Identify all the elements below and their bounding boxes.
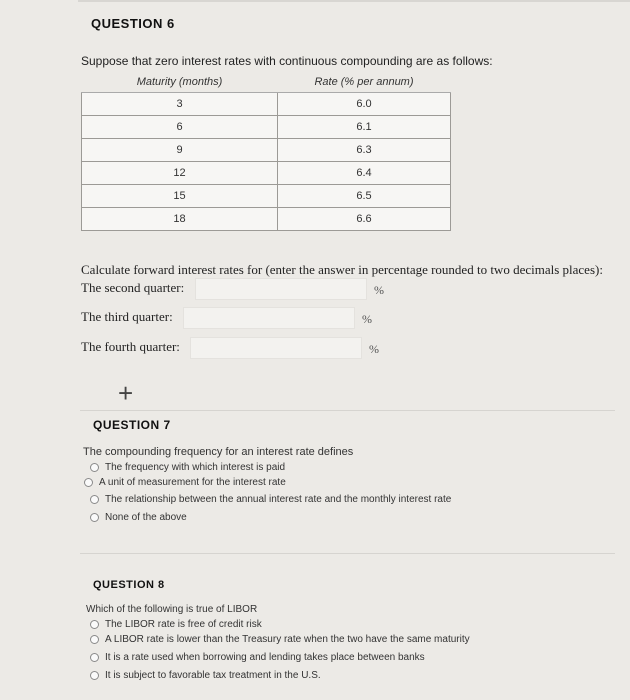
option-label: It is subject to favorable tax treatment in the U.S. [105,670,321,681]
third-quarter-percent: % [362,312,372,326]
radio-button-icon[interactable] [90,513,99,522]
rate-cell: 6.6 [278,208,451,231]
third-quarter-input[interactable] [183,307,355,329]
question-7-option-4[interactable] [90,512,187,523]
second-quarter-label: The second quarter: [81,280,185,295]
third-quarter-label: The third quarter: [81,309,173,324]
question-7-option-2[interactable] [84,477,286,488]
rate-cell: 6.5 [278,185,451,208]
table-row [82,93,451,116]
plus-icon[interactable]: + [118,378,134,408]
rate-cell: 6.3 [278,139,451,162]
question-8-option-1[interactable] [90,619,262,630]
maturity-cell: 12 [82,162,278,185]
question-8-option-2[interactable] [90,634,470,645]
table-row [82,208,451,231]
rates-table [81,72,451,231]
radio-button-icon[interactable] [90,653,99,662]
fourth-quarter-input[interactable] [190,337,362,359]
option-label: None of the above [105,512,187,523]
question-8-divider [80,553,615,554]
fourth-quarter-percent: % [369,342,379,356]
question-8-text: Which of the following is true of LIBOR [86,604,258,615]
maturity-header: Maturity (months) [82,72,278,93]
table-row [82,162,451,185]
option-label: A unit of measurement for the interest rate [99,477,286,488]
top-divider [78,0,630,2]
table-row [82,139,451,162]
question-7-option-1[interactable] [90,462,285,473]
option-label: It is a rate used when borrowing and lending takes place between banks [105,652,425,663]
question-7-option-3[interactable] [90,494,451,505]
second-quarter-percent: % [374,283,384,297]
radio-button-icon[interactable] [90,620,99,629]
option-label: A LIBOR rate is lower than the Treasury rate when the two have the same maturity [105,634,470,645]
question-6-instruction: Calculate forward interest rates for (enter the answer in percentage rounded to two decimals places): [81,262,603,277]
radio-button-icon[interactable] [90,495,99,504]
radio-button-icon[interactable] [90,671,99,680]
question-6-intro: Suppose that zero interest rates with continuous compounding are as follows: [81,54,493,68]
table-row [82,116,451,139]
rate-cell: 6.0 [278,93,451,116]
rate-cell: 6.4 [278,162,451,185]
maturity-cell: 18 [82,208,278,231]
option-label: The frequency with which interest is paid [105,462,286,473]
question-7-title: QUESTION 7 [93,418,171,432]
rate-cell: 6.1 [278,116,451,139]
second-quarter-input[interactable] [195,278,367,300]
fourth-quarter-label: The fourth quarter: [81,339,180,354]
radio-button-icon[interactable] [84,478,93,487]
question-8-title: QUESTION 8 [93,579,165,591]
radio-button-icon[interactable] [90,463,99,472]
option-label: The relationship between the annual interest rate and the monthly interest rate [105,494,452,505]
maturity-cell: 6 [82,116,278,139]
question-7-divider [80,410,615,411]
question-8-option-4[interactable] [90,670,321,681]
table-row [82,185,451,208]
question-7-text: The compounding frequency for an interest rate defines [83,446,354,458]
radio-button-icon[interactable] [90,635,99,644]
maturity-cell: 9 [82,139,278,162]
question-6-title: QUESTION 6 [91,16,175,31]
question-8-option-3[interactable] [90,652,425,663]
rate-header: Rate (% per annum) [278,72,451,93]
option-label: The LIBOR rate is free of credit risk [105,619,262,630]
maturity-cell: 15 [82,185,278,208]
maturity-cell: 3 [82,93,278,116]
